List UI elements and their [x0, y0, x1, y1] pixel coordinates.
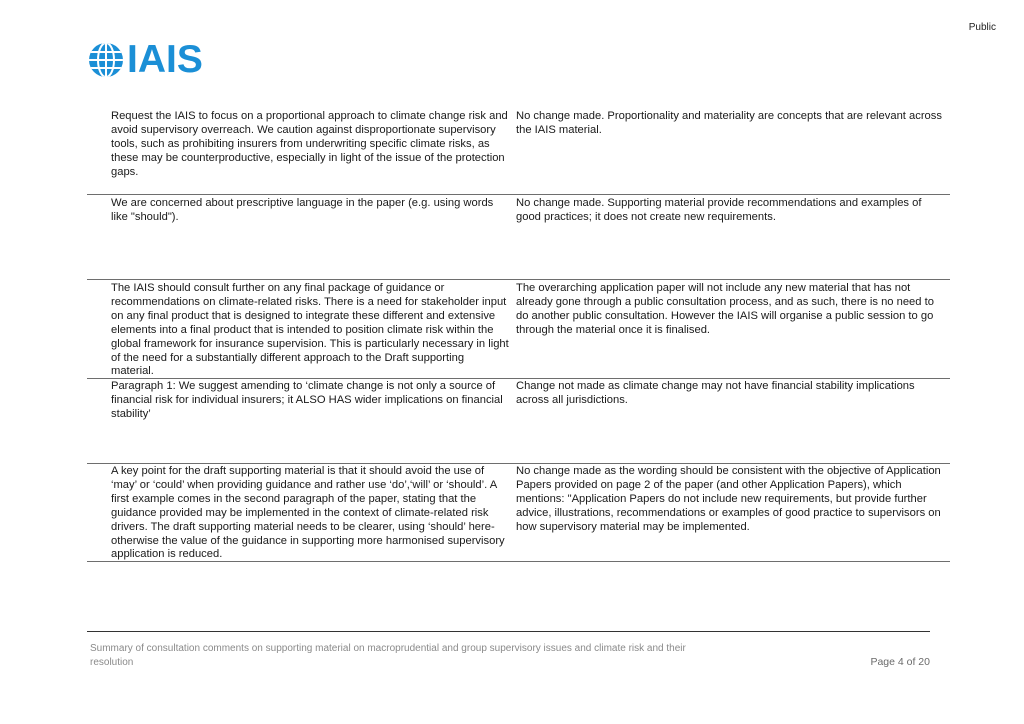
footer-document-title: Summary of consultation comments on supporting material on macroprudential and group supervisory issues and climate risk and their resolution [90, 643, 686, 668]
page-number: Page 4 of 20 [870, 656, 930, 668]
comments-table [87, 110, 950, 562]
comment-cell: We are concerned about prescriptive language in the paper (e.g. using words like "should"). [111, 197, 494, 223]
iais-logo [87, 40, 203, 80]
resolution-cell: No change made. Proportionality and materiality are concepts that are relevant across the IAIS material. [516, 110, 942, 136]
table-row [87, 280, 950, 379]
table-row [87, 110, 950, 195]
globe-icon [87, 41, 125, 79]
resolution-cell: The overarching application paper will not include any new material that has not already gone through a public consultation process, and as such, there is no need to do another public consultation. However the IAIS will organise a public session to go through the material once it is finalised. [516, 282, 934, 336]
table-row [87, 195, 950, 280]
resolution-cell: No change made. Supporting material provide recommendations and examples of good practices; it does not create new requirements. [516, 197, 922, 223]
logo-text: IAIS [127, 38, 203, 81]
comment-cell: The IAIS should consult further on any final package of guidance or recommendations on climate-related risks. There is a need for stakeholder input on any final product that is designed to integrate these different and extensive elements into a final product that is intended to position climate risk within the global framework for insurance supervision. This is particularly necessary in light of the need for a substantially different approach to the Draft supporting material. [111, 282, 509, 378]
table-row [87, 379, 950, 464]
comment-cell: A key point for the draft supporting material is that it should avoid the use of ‘may’ or ‘could’ when providing guidance and rather use ‘do’,‘will’ or ‘should’. A first example comes in the second paragraph of the paper, stating that the guidance provided may be implemented in the context of climate-related risk drivers. The draft supporting material needs to be clearer, using ‘should’ here- otherwise the value of the guidance in supporting more harmonised supervisory application is reduced. [111, 465, 505, 561]
resolution-cell: Change not made as climate change may not have financial stability implications across all jurisdictions. [516, 380, 915, 406]
resolution-cell: No change made as the wording should be consistent with the objective of Application Papers provided on page 2 of the paper (and other Application Papers), which mentions: "Application Papers do not include new requirements, but provide further advice, illustrations, recommendations or examples of good practice to supervisors on how supervisory material may be implemented. [516, 465, 941, 533]
table-row [87, 464, 950, 562]
comment-cell: Paragraph 1: We suggest amending to ‘climate change is not only a source of financial risk for individual insurers; it ALSO HAS wider implications on financial stability’ [111, 380, 503, 420]
comment-cell: Request the IAIS to focus on a proportional approach to climate change risk and avoid supervisory overreach. We caution against disproportionate supervisory tools, such as prohibiting insurers from underwriting specific climate risks, as these may be counterproductive, especially in light of the issue of the protection gaps. [111, 110, 508, 178]
footer-divider [87, 631, 930, 632]
classification-label: Public [968, 22, 996, 33]
